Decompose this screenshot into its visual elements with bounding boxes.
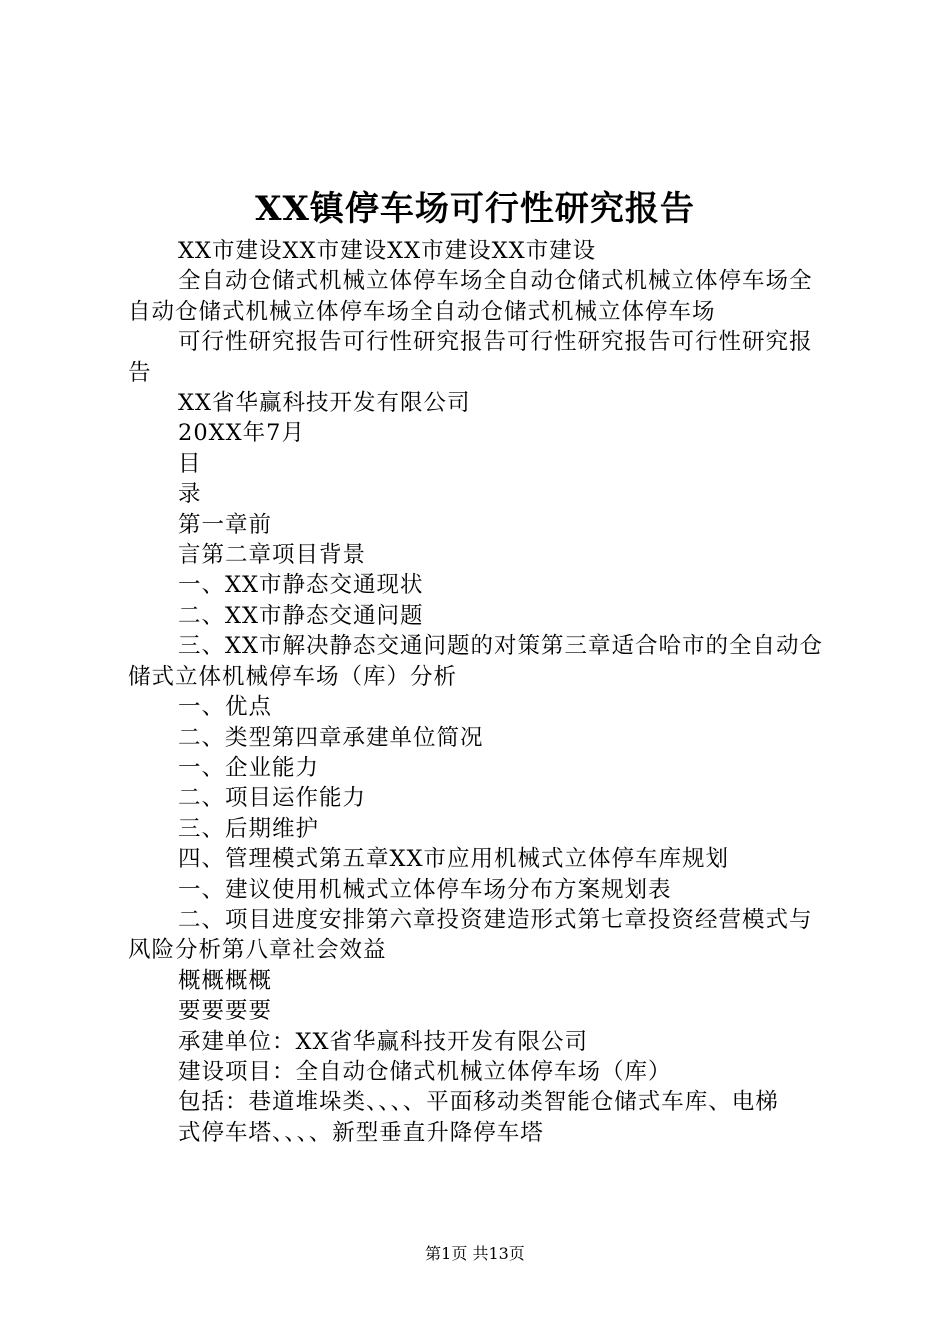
paragraph: 20XX年7月 xyxy=(178,420,305,447)
paragraph: 全自动仓储式机械立体停车场全自动仓储式机械立体停车场全自动仓储式机械立体停车场全自动仓储式机械立体停车场 xyxy=(128,268,813,325)
paragraph: XX市建设XX市建设XX市建设XX市建设 xyxy=(178,238,597,264)
paragraph: 四、管理模式第五章XX市应用机械式立体停车库规划 xyxy=(178,846,730,873)
page-footer: 第1页 共13页 xyxy=(425,1244,525,1263)
paragraph: 承建单位：XX省华赢科技开发有限公司 xyxy=(178,1028,589,1055)
paragraph: 二、项目运作能力 xyxy=(178,785,367,812)
paragraph: 第一章前 xyxy=(178,511,273,538)
document-title: XX镇停车场可行性研究报告 xyxy=(255,189,695,229)
paragraph: 录 xyxy=(178,481,202,508)
paragraph: 一、XX市静态交通现状 xyxy=(178,572,424,599)
paragraph: 要要要要 xyxy=(178,998,273,1025)
paragraph: 三、XX市解决静态交通问题的对策第三章适合哈市的全自动仓储式立体机械停车场（库）分析 xyxy=(128,633,824,690)
paragraph: 二、项目进度安排第六章投资建造形式第七章投资经营模式与风险分析第八章社会效益 xyxy=(128,906,813,964)
paragraph: 二、XX市静态交通问题 xyxy=(178,602,424,629)
paragraph: 言第二章项目背景 xyxy=(178,542,367,569)
paragraph: 目 xyxy=(178,450,202,477)
document-body xyxy=(128,236,834,1148)
paragraph: 概概概概 xyxy=(178,967,273,994)
paragraph: 包括：巷道堆垛类、、、、平面移动类智能仓储式车库、电梯 xyxy=(178,1089,779,1116)
paragraph: XX省华赢科技开发有限公司 xyxy=(178,390,471,417)
paragraph: 可行性研究报告可行性研究报告可行性研究报告可行性研究报告 xyxy=(128,329,813,386)
paragraph: 二、类型第四章承建单位简况 xyxy=(178,724,484,751)
paragraph: 式停车塔、、、、新型垂直升降停车塔 xyxy=(178,1119,544,1146)
paragraph: 三、后期维护 xyxy=(178,815,320,842)
paragraph: 一、建议使用机械式立体停车场分布方案规划表 xyxy=(178,876,672,903)
paragraph: 一、优点 xyxy=(178,694,273,721)
paragraph: 建设项目：全自动仓储式机械立体停车场（库） xyxy=(178,1058,672,1085)
paragraph: 一、企业能力 xyxy=(178,754,320,781)
